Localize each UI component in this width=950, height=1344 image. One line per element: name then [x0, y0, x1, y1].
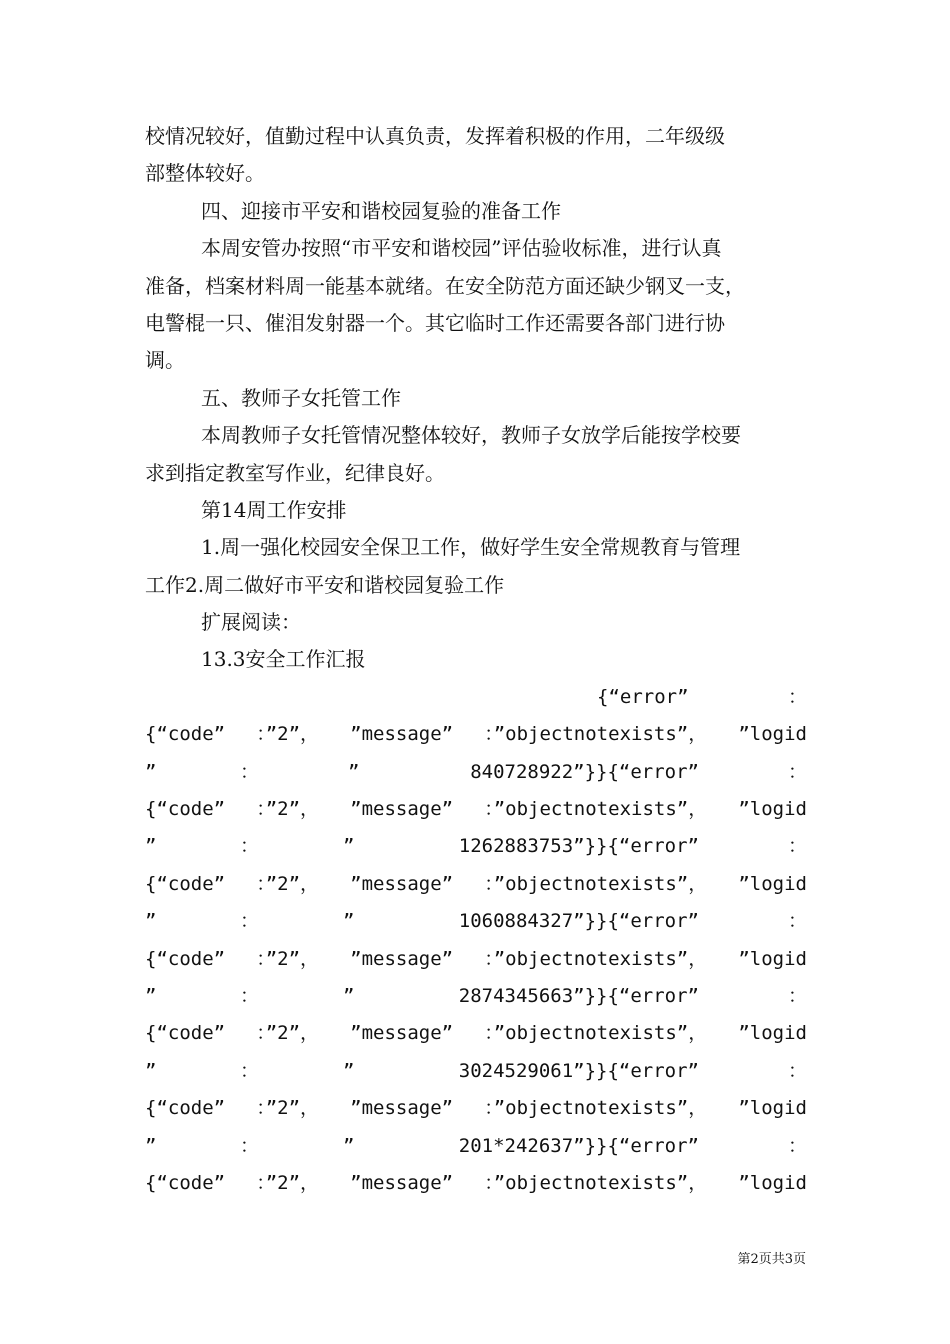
logid-colon: ：	[240, 1059, 260, 1082]
error-code-key: {“code”	[145, 1097, 226, 1120]
error-colon: ：	[787, 1059, 807, 1082]
logid-value: 201*242637	[458, 1134, 574, 1157]
logid-colon: ：	[240, 760, 260, 783]
logid-value: 2874345663	[458, 984, 574, 1007]
logid-value-group	[459, 978, 699, 1015]
error-code-value: ：”2”，	[256, 723, 320, 746]
quote-open: ”	[343, 1059, 355, 1082]
quote-open: ”	[343, 1134, 355, 1157]
error-code-value: ：”2”，	[256, 872, 320, 895]
error-logid-key: ”logid	[738, 1097, 807, 1120]
error-code-line	[145, 1090, 807, 1127]
error-message-key: ”message”	[350, 798, 454, 821]
paragraph-line: 工作2.周二做好市平安和谐校园复验工作	[145, 572, 505, 597]
logid-colon: ：	[240, 835, 260, 858]
error-next-open: ”}}{“error”	[573, 760, 699, 783]
error-colon: ：	[787, 910, 807, 933]
logid-value: 3024529061	[458, 1059, 574, 1082]
error-message-value: ：”objectnotexists”，	[484, 723, 708, 746]
week-plan-heading: 第14周工作安排	[201, 497, 347, 522]
error-code-value: ：”2”，	[256, 1097, 320, 1120]
logid-value-group	[470, 754, 699, 791]
logid-colon: ：	[240, 910, 260, 933]
error-logid-key: ”logid	[738, 872, 807, 895]
error-message-value: ：”objectnotexists”，	[484, 1097, 708, 1120]
error-logid-key: ”logid	[738, 947, 807, 970]
logid-colon: ：	[240, 1134, 260, 1157]
error-next-open: ”}}{“error”	[573, 910, 699, 933]
extended-reading-label: 扩展阅读：	[201, 610, 301, 635]
section-heading-4: 四、迎接市平安和谐校园复验的准备工作	[201, 198, 561, 223]
logid-colon: ：	[240, 984, 260, 1007]
quote-open: ”	[343, 835, 355, 858]
quote-open: ”	[348, 760, 360, 783]
error-open-line	[145, 679, 807, 716]
error-logid-line	[145, 1053, 807, 1090]
page-footer: 第2页共3页	[737, 1252, 806, 1267]
quote-close: ”	[145, 835, 157, 858]
error-logid-line	[145, 978, 807, 1015]
error-message-value: ：”objectnotexists”，	[484, 798, 708, 821]
error-next-open: ”}}{“error”	[573, 1059, 699, 1082]
error-message-key: ”message”	[350, 1171, 454, 1194]
error-logid-line	[145, 754, 807, 791]
error-colon: ：	[787, 835, 807, 858]
paragraph-line: 本周安管办按照“市平安和谐校园”评估验收标准，进行认真	[201, 236, 722, 261]
paragraph-line: 本周教师子女托管情况整体较好，教师子女放学后能按学校要	[201, 423, 741, 448]
document-body	[145, 118, 807, 1202]
paragraph-line: 求到指定教室写作业，纪律良好。	[145, 460, 445, 485]
error-message-key: ”message”	[350, 872, 454, 895]
error-code-key: {“code”	[145, 723, 226, 746]
error-logid-key: ”logid	[738, 798, 807, 821]
error-message-value: ：”objectnotexists”，	[484, 872, 708, 895]
logid-value-group	[459, 1128, 699, 1165]
error-message-value: ：”objectnotexists”，	[484, 1022, 708, 1045]
report-title: 13.3安全工作汇报	[201, 647, 366, 672]
error-logid-key: ”logid	[738, 723, 807, 746]
error-log-block	[145, 716, 807, 1202]
error-code-value: ：”2”，	[256, 798, 320, 821]
text: 校情况较好，值勤过程中认真负责，发挥着积极的作用，二年级级	[145, 124, 725, 148]
error-message-key: ”message”	[350, 947, 454, 970]
paragraph-line	[145, 118, 807, 155]
error-code-line	[145, 941, 807, 978]
error-next-open: ”}}{“error”	[573, 1134, 699, 1157]
error-code-line	[145, 866, 807, 903]
paragraph-line: 调。	[145, 348, 185, 373]
error-code-line	[145, 716, 807, 753]
paragraph-line: 电警棍一只、催泪发射器一个。其它临时工作还需要各部门进行协	[145, 310, 725, 335]
quote-open: ”	[343, 910, 355, 933]
logid-value-group	[459, 1053, 699, 1090]
error-code-line	[145, 1165, 807, 1202]
error-code-key: {“code”	[145, 1022, 226, 1045]
quote-close: ”	[145, 1059, 157, 1082]
error-logid-key: ”logid	[738, 1022, 807, 1045]
error-code-key: {“code”	[145, 947, 226, 970]
quote-close: ”	[145, 910, 157, 933]
error-logid-key: ”logid	[738, 1171, 807, 1194]
error-code-value: ：”2”，	[256, 1022, 320, 1045]
error-code-key: {“code”	[145, 1171, 226, 1194]
error-code-key: {“code”	[145, 798, 226, 821]
logid-value: 1262883753	[458, 835, 574, 858]
error-colon: ：	[787, 685, 807, 708]
error-colon: ：	[787, 760, 807, 783]
section-heading-5: 五、教师子女托管工作	[201, 385, 401, 410]
logid-value: 840728922	[470, 760, 574, 783]
error-code-line	[145, 791, 807, 828]
error-code-key: {“code”	[145, 872, 226, 895]
error-message-value: ：”objectnotexists”，	[484, 1171, 708, 1194]
error-key: {“error”	[597, 685, 689, 708]
error-code-line	[145, 1015, 807, 1052]
error-colon: ：	[787, 1134, 807, 1157]
quote-close: ”	[145, 984, 157, 1007]
logid-value-group	[459, 903, 699, 940]
error-code-value: ：”2”，	[256, 1171, 320, 1194]
quote-close: ”	[145, 1134, 157, 1157]
logid-value-group	[459, 828, 699, 865]
error-message-key: ”message”	[350, 723, 454, 746]
error-next-open: ”}}{“error”	[573, 835, 699, 858]
error-colon: ：	[787, 984, 807, 1007]
error-logid-line	[145, 903, 807, 940]
error-next-open: ”}}{“error”	[573, 984, 699, 1007]
error-message-key: ”message”	[350, 1097, 454, 1120]
paragraph-line: 部整体较好。	[145, 161, 265, 186]
quote-close: ”	[145, 760, 157, 783]
error-code-value: ：”2”，	[256, 947, 320, 970]
logid-value: 1060884327	[458, 910, 574, 933]
error-message-key: ”message”	[350, 1022, 454, 1045]
quote-open: ”	[343, 984, 355, 1007]
error-logid-line	[145, 1128, 807, 1165]
error-logid-line	[145, 828, 807, 865]
paragraph-line: 准备，档案材料周一能基本就绪。在安全防范方面还缺少钢叉一支，	[145, 273, 745, 298]
error-message-value: ：”objectnotexists”，	[484, 947, 708, 970]
paragraph-line: 1.周一强化校园安全保卫工作，做好学生安全常规教育与管理	[201, 535, 741, 560]
